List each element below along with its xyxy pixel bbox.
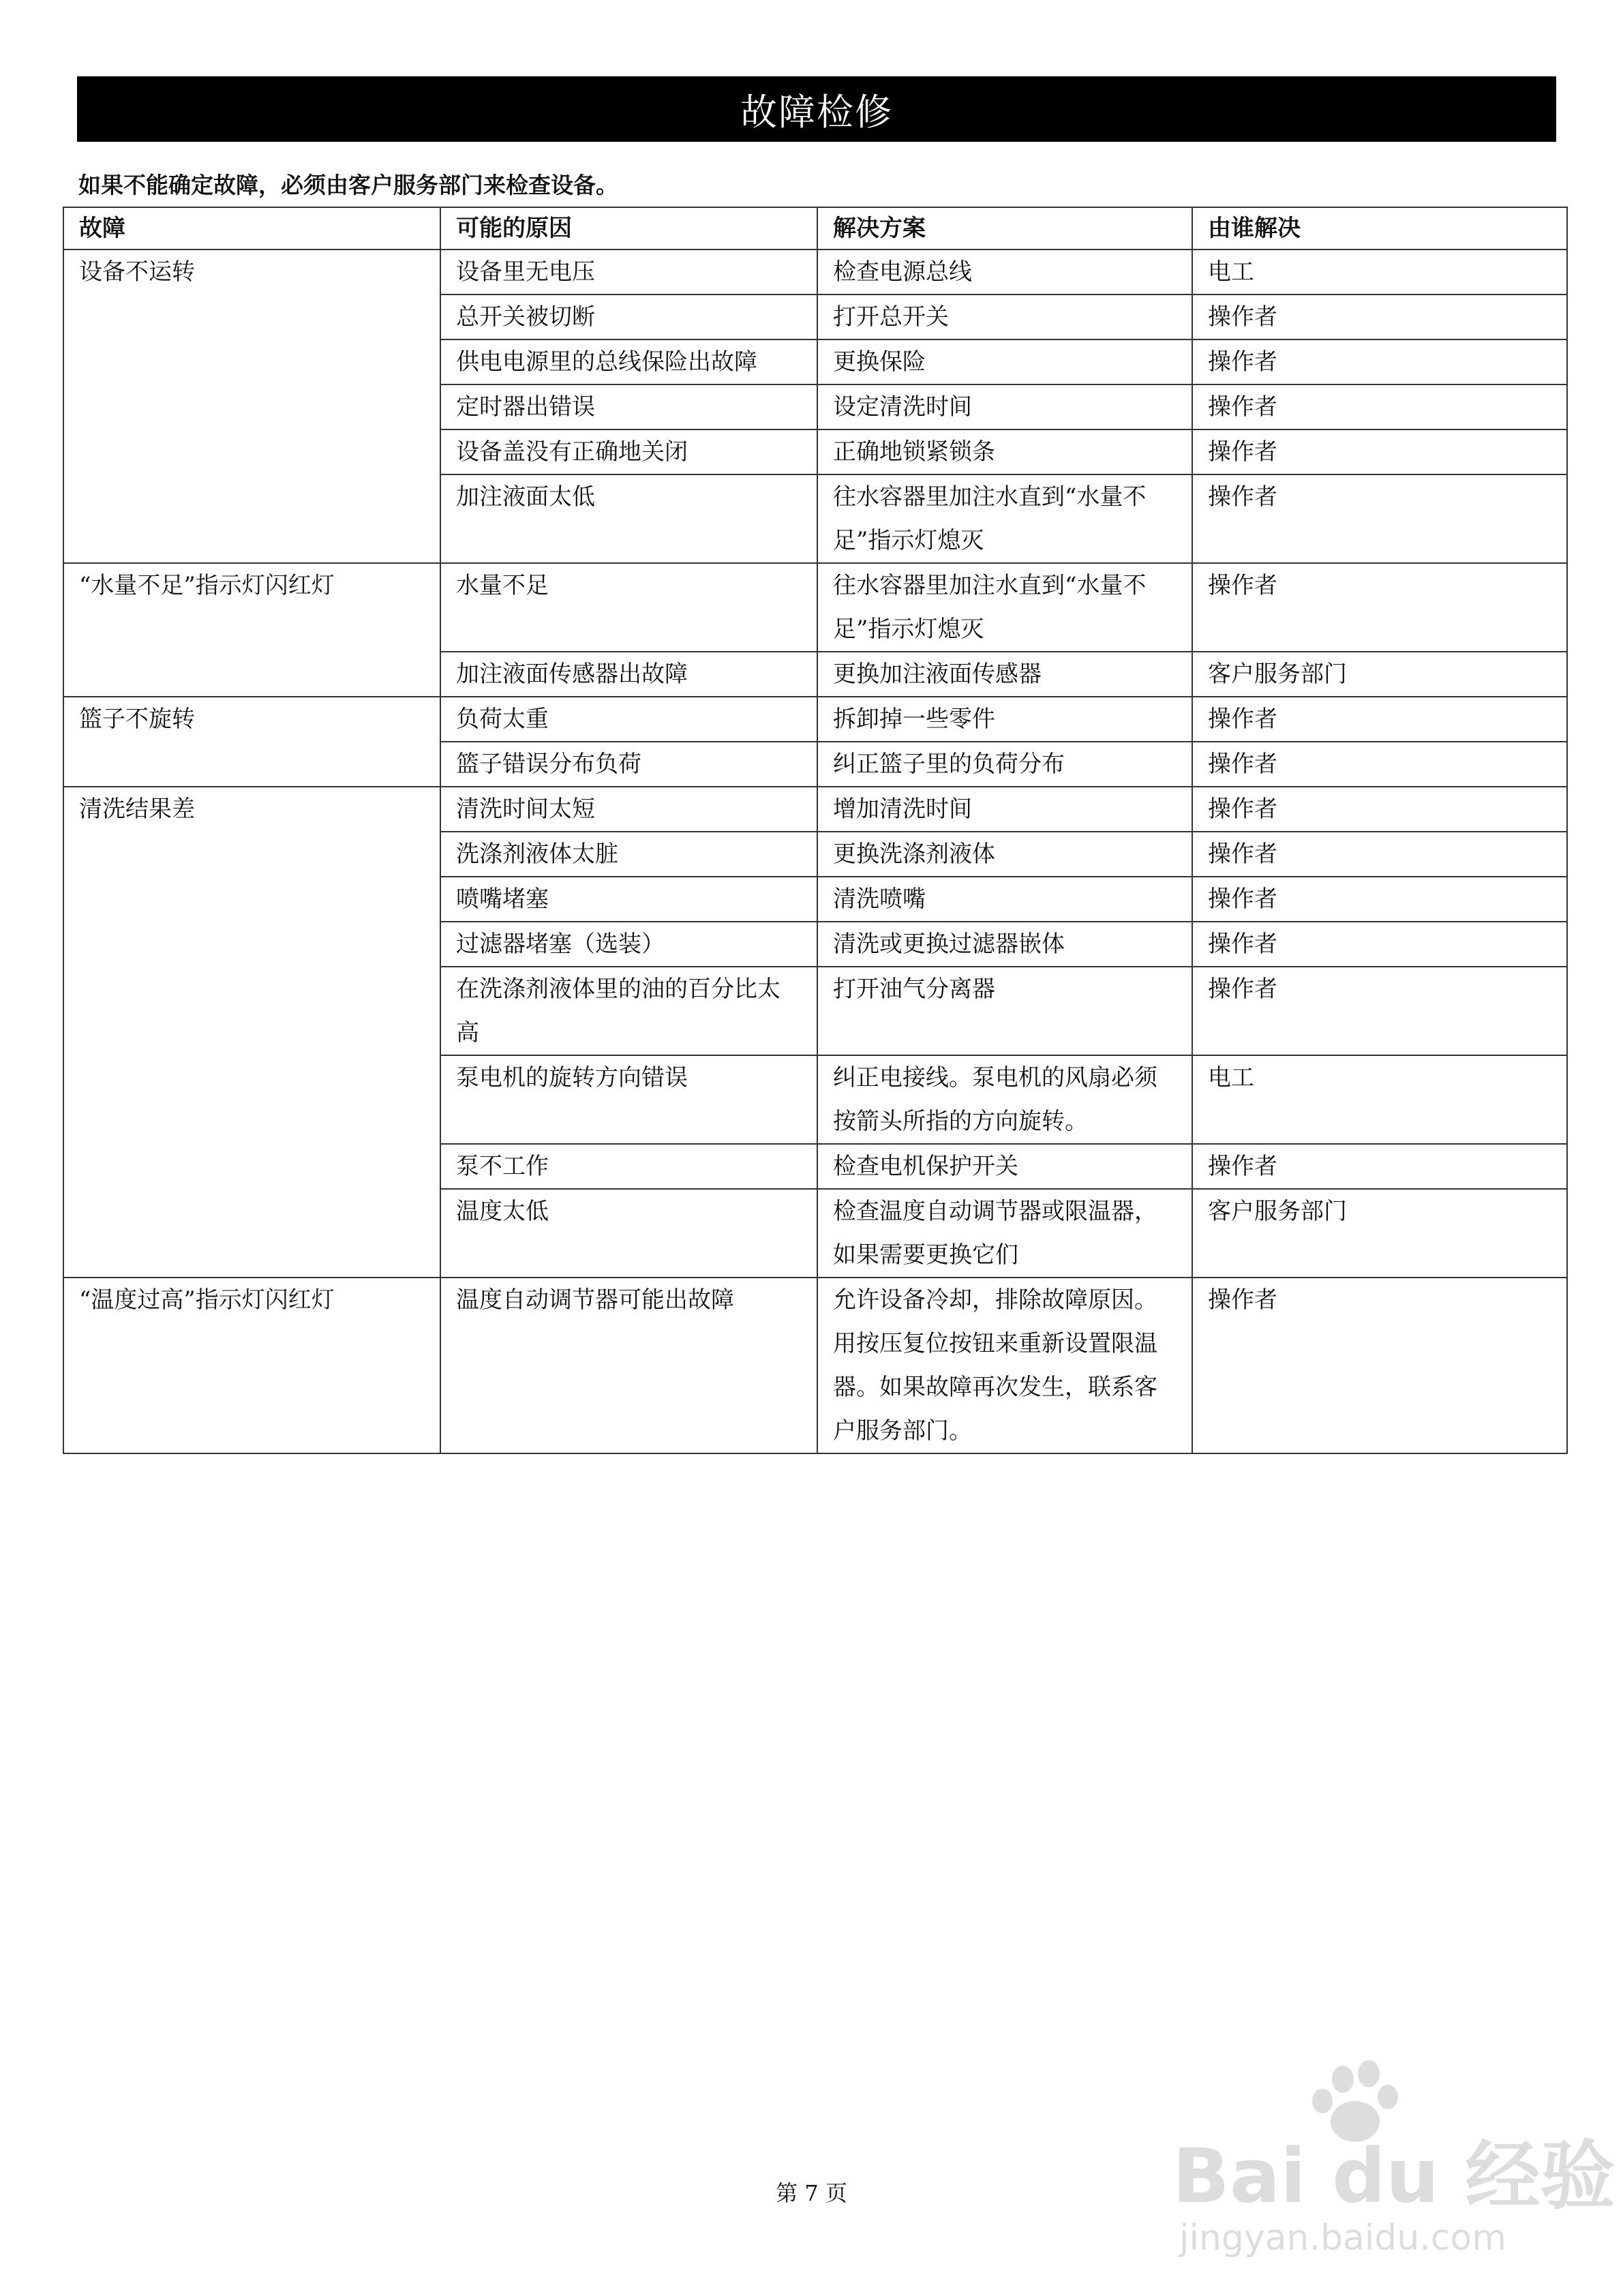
cause-cell: 供电电源里的总线保险出故障 (440, 339, 817, 384)
who-cell: 电工 (1192, 1055, 1567, 1144)
solution-cell: 更换洗涤剂液体 (817, 832, 1192, 877)
table-body (63, 250, 1567, 1453)
who-cell: 操作者 (1192, 563, 1567, 652)
solution-cell: 清洗或更换过滤器嵌体 (817, 922, 1192, 967)
cause-cell: 加注液面太低 (440, 474, 817, 563)
who-cell: 操作者 (1192, 832, 1567, 877)
cause-cell: 清洗时间太短 (440, 787, 817, 832)
cause-cell: 水量不足 (440, 563, 817, 652)
cause-cell: 总开关被切断 (440, 294, 817, 339)
who-cell: 操作者 (1192, 1144, 1567, 1189)
who-cell: 客户服务部门 (1192, 652, 1567, 697)
fault-cell: “温度过高”指示灯闪红灯 (63, 1278, 440, 1453)
cause-cell: 设备盖没有正确地关闭 (440, 429, 817, 474)
cause-cell: 温度太低 (440, 1189, 817, 1278)
fault-cell: 清洗结果差 (63, 787, 440, 1278)
cause-cell: 泵不工作 (440, 1144, 817, 1189)
who-cell: 操作者 (1192, 742, 1567, 787)
who-cell: 操作者 (1192, 294, 1567, 339)
who-cell: 电工 (1192, 250, 1567, 294)
fault-cell: “水量不足”指示灯闪红灯 (63, 563, 440, 697)
solution-cell: 检查电源总线 (817, 250, 1192, 294)
page-header-bar (77, 76, 1556, 142)
solution-cell: 往水容器里加注水直到“水量不足”指示灯熄灭 (817, 474, 1192, 563)
cause-cell: 篮子错误分布负荷 (440, 742, 817, 787)
solution-cell: 往水容器里加注水直到“水量不足”指示灯熄灭 (817, 563, 1192, 652)
watermark-url: jingyan.baidu.com (1179, 2218, 1506, 2259)
solution-cell: 纠正电接线。泵电机的风扇必须按箭头所指的方向旋转。 (817, 1055, 1192, 1144)
who-cell: 操作者 (1192, 384, 1567, 429)
cause-cell: 设备里无电压 (440, 250, 817, 294)
cause-cell: 温度自动调节器可能出故障 (440, 1278, 817, 1453)
watermark-brand: Bai du 经验 (1172, 2132, 1616, 2220)
column-header-solution: 解决方案 (817, 207, 1192, 250)
cause-cell: 负荷太重 (440, 697, 817, 742)
table-header-row (63, 207, 1567, 250)
solution-cell: 清洗喷嘴 (817, 877, 1192, 922)
who-cell: 操作者 (1192, 339, 1567, 384)
solution-cell: 增加清洗时间 (817, 787, 1192, 832)
column-header-who: 由谁解决 (1192, 207, 1567, 250)
solution-cell: 纠正篮子里的负荷分布 (817, 742, 1192, 787)
who-cell: 操作者 (1192, 967, 1567, 1055)
baidu-jingyan-watermark (1152, 2045, 1616, 2263)
cause-cell: 定时器出错误 (440, 384, 817, 429)
table-row (63, 563, 1567, 652)
who-cell: 操作者 (1192, 697, 1567, 742)
solution-cell: 打开总开关 (817, 294, 1192, 339)
cause-cell: 泵电机的旋转方向错误 (440, 1055, 817, 1144)
solution-cell: 设定清洗时间 (817, 384, 1192, 429)
table-row (63, 787, 1567, 832)
who-cell: 操作者 (1192, 922, 1567, 967)
column-header-fault: 故障 (63, 207, 440, 250)
table-row (63, 697, 1567, 742)
cause-cell: 喷嘴堵塞 (440, 877, 817, 922)
who-cell: 客户服务部门 (1192, 1189, 1567, 1278)
who-cell: 操作者 (1192, 429, 1567, 474)
solution-cell: 检查电机保护开关 (817, 1144, 1192, 1189)
page-title: 故障检修 (740, 90, 893, 134)
who-cell: 操作者 (1192, 474, 1567, 563)
who-cell: 操作者 (1192, 877, 1567, 922)
cause-cell: 加注液面传感器出故障 (440, 652, 817, 697)
solution-cell: 更换加注液面传感器 (817, 652, 1192, 697)
table-row (63, 250, 1567, 294)
fault-cell: 设备不运转 (63, 250, 440, 563)
intro-note: 如果不能确定故障，必须由客户服务部门来检查设备。 (78, 172, 618, 198)
column-header-cause: 可能的原因 (440, 207, 817, 250)
solution-cell: 检查温度自动调节器或限温器，如果需要更换它们 (817, 1189, 1192, 1278)
solution-cell: 正确地锁紧锁条 (817, 429, 1192, 474)
table-row (63, 1278, 1567, 1453)
cause-cell: 在洗涤剂液体里的油的百分比太高 (440, 967, 817, 1055)
solution-cell: 拆卸掉一些零件 (817, 697, 1192, 742)
cause-cell: 过滤器堵塞（选装） (440, 922, 817, 967)
who-cell: 操作者 (1192, 1278, 1567, 1453)
cause-cell: 洗涤剂液体太脏 (440, 832, 817, 877)
solution-cell: 更换保险 (817, 339, 1192, 384)
who-cell: 操作者 (1192, 787, 1567, 832)
solution-cell: 打开油气分离器 (817, 967, 1192, 1055)
solution-cell: 允许设备冷却，排除故障原因。用按压复位按钮来重新设置限温器。如果故障再次发生，联系客户服务部门。 (817, 1278, 1192, 1453)
troubleshooting-table (63, 207, 1568, 1454)
fault-cell: 篮子不旋转 (63, 697, 440, 787)
page-number: 第 7 页 (776, 2180, 847, 2206)
